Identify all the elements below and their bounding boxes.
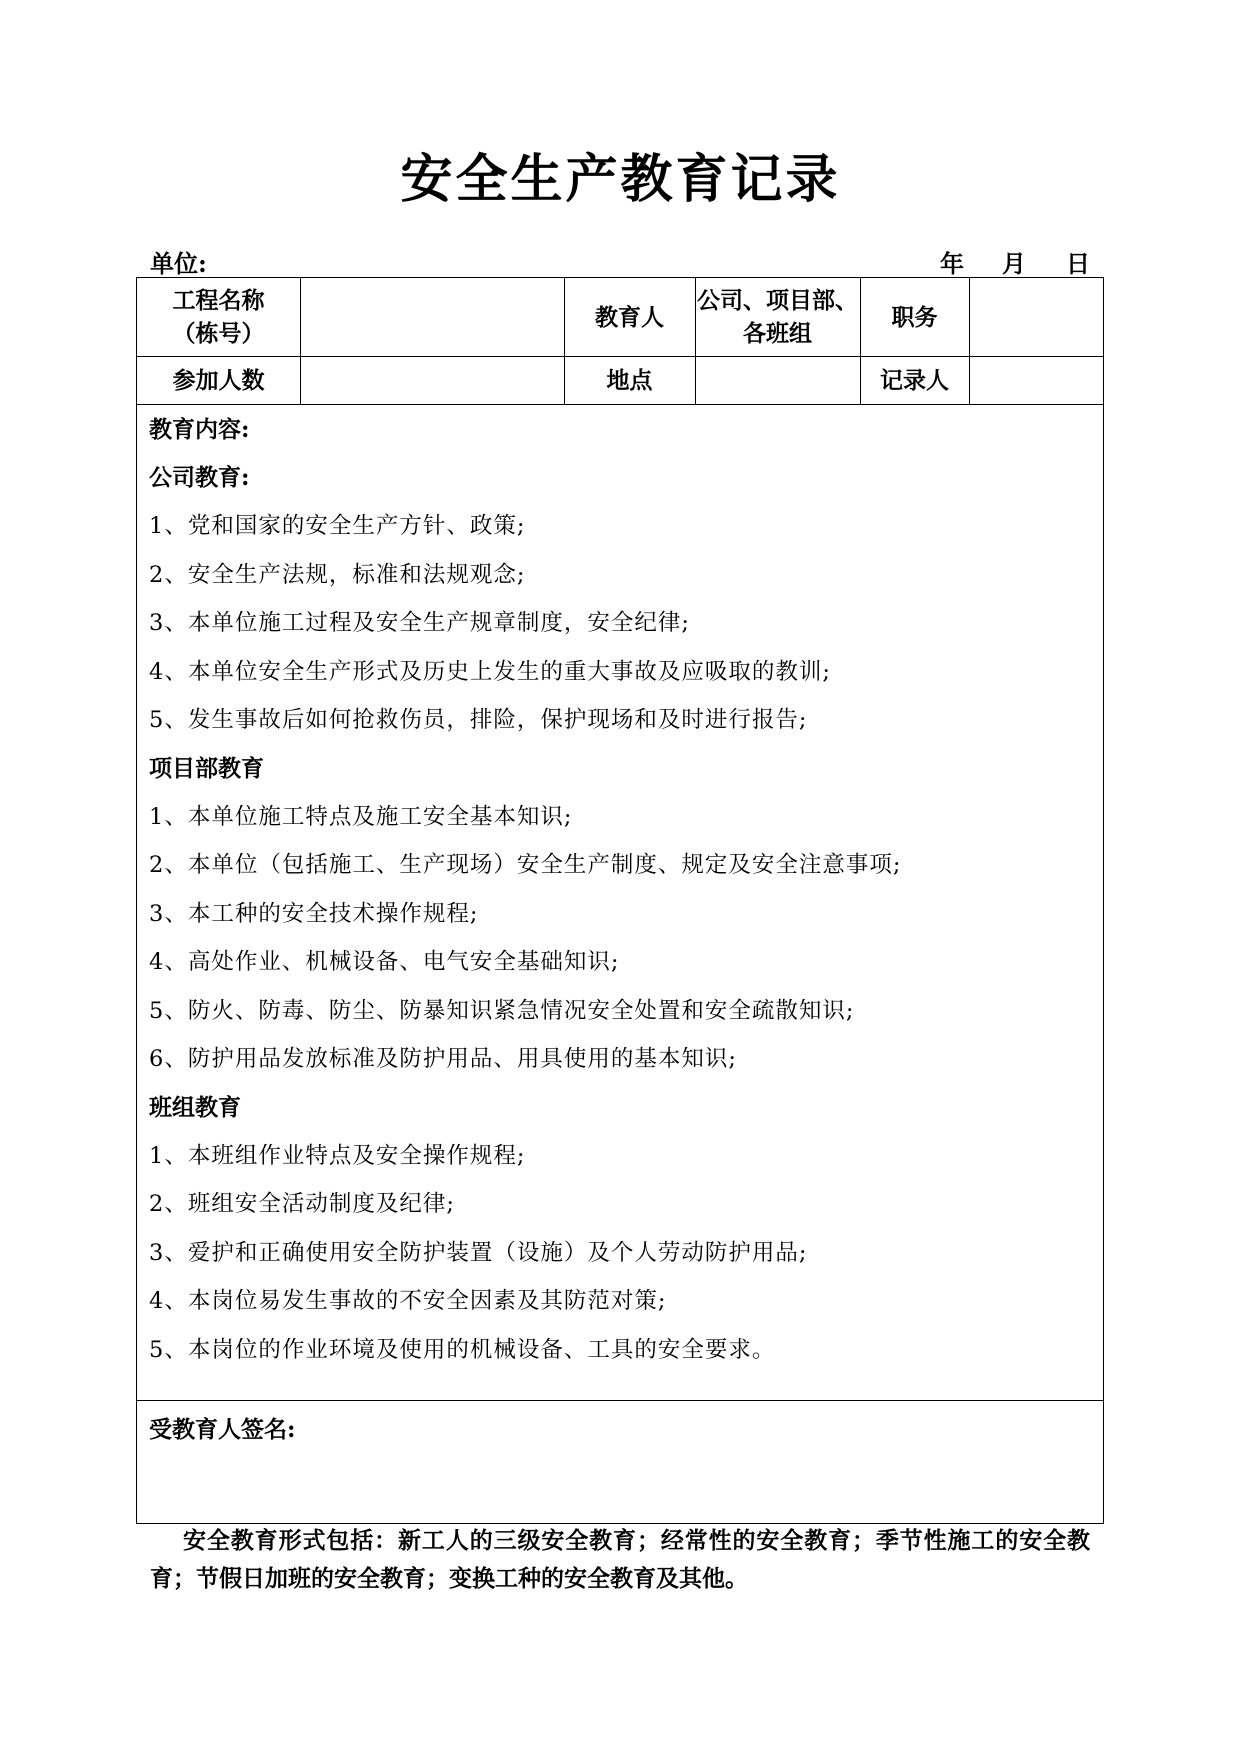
page-title: 安全生产教育记录 (400, 149, 841, 210)
signature-divider (137, 1400, 1103, 1401)
location-value[interactable] (695, 356, 860, 404)
team-education-heading: 班组教育 (149, 1093, 241, 1121)
content-heading: 教育内容: (149, 416, 250, 443)
company-education-heading: 公司教育: (149, 464, 250, 491)
company-item: 4、本单位安全生产形式及历史上发生的重大事故及应吸取的教训; (149, 658, 831, 685)
project-item: 2、本单位（包括施工、生产现场）安全生产制度、规定及安全注意事项; (149, 852, 902, 878)
recorder-label: 记录人 (880, 366, 949, 394)
position-value[interactable] (969, 278, 1103, 356)
location-label: 地点 (606, 366, 653, 394)
team-item: 5、本岗位的作业环境及使用的机械设备、工具的安全要求。 (149, 1336, 776, 1363)
education-record-form (136, 277, 1104, 1524)
project-name-text: 工程名称 (172, 287, 265, 314)
team-item: 4、本岗位易发生事故的不安全因素及其防范对策; (149, 1288, 667, 1314)
project-item: 1、本单位施工特点及施工安全基本知识; (149, 803, 573, 830)
educator-label: 教育人 (595, 303, 664, 331)
company-item: 5、发生事故后如何抢救伤员，排险，保护现场和及时进行报告; (149, 707, 808, 733)
unit-label: 单位: (150, 249, 207, 278)
unit-date-row (150, 244, 1090, 276)
educator-org-label (695, 278, 860, 356)
participants-value[interactable] (300, 356, 564, 404)
month-label: 月 (1002, 249, 1026, 278)
project-name-label (137, 278, 300, 356)
company-item: 2、安全生产法规，标准和法规观念; (149, 561, 526, 588)
company-item: 3、本单位施工过程及安全生产规章制度，安全纪律; (149, 610, 690, 636)
team-item: 2、班组安全活动制度及纪律; (149, 1191, 455, 1217)
project-education-heading: 项目部教育 (149, 754, 264, 782)
company-item: 1、党和国家的安全生产方针、政策; (149, 513, 526, 539)
participants-label: 参加人数 (172, 366, 265, 394)
team-item: 1、本班组作业特点及安全操作规程; (149, 1142, 526, 1169)
project-item: 4、高处作业、机械设备、电气安全基础知识; (149, 949, 620, 975)
day-label: 日 (1066, 249, 1090, 278)
building-no-text: （栋号） (172, 320, 265, 347)
education-content (149, 406, 1089, 1374)
row-divider-2 (137, 404, 1103, 405)
recorder-value[interactable] (969, 356, 1103, 404)
educator-org-line2: 各班组 (743, 320, 812, 347)
educator-org-line1: 公司、项目部、 (697, 287, 858, 314)
year-label: 年 (940, 249, 964, 278)
project-item: 6、防护用品发放标准及防护用品、用具使用的基本知识; (149, 1046, 737, 1072)
project-name-value[interactable] (300, 278, 564, 356)
signature-label: 受教育人签名: (149, 1416, 296, 1443)
project-item: 5、防火、防毒、防尘、防暴知识紧急情况安全处置和安全疏散知识; (149, 997, 855, 1024)
project-item: 3、本工种的安全技术操作规程; (149, 900, 479, 927)
footer-note: 安全教育形式包括：新工人的三级安全教育；经常性的安全教育；季节性施工的安全教育；节假日加班的安全教育；变换工种的安全教育及其他。 (150, 1527, 1090, 1592)
team-item: 3、爱护和正确使用安全防护装置（设施）及个人劳动防护用品; (149, 1239, 808, 1266)
position-label: 职务 (891, 303, 938, 331)
